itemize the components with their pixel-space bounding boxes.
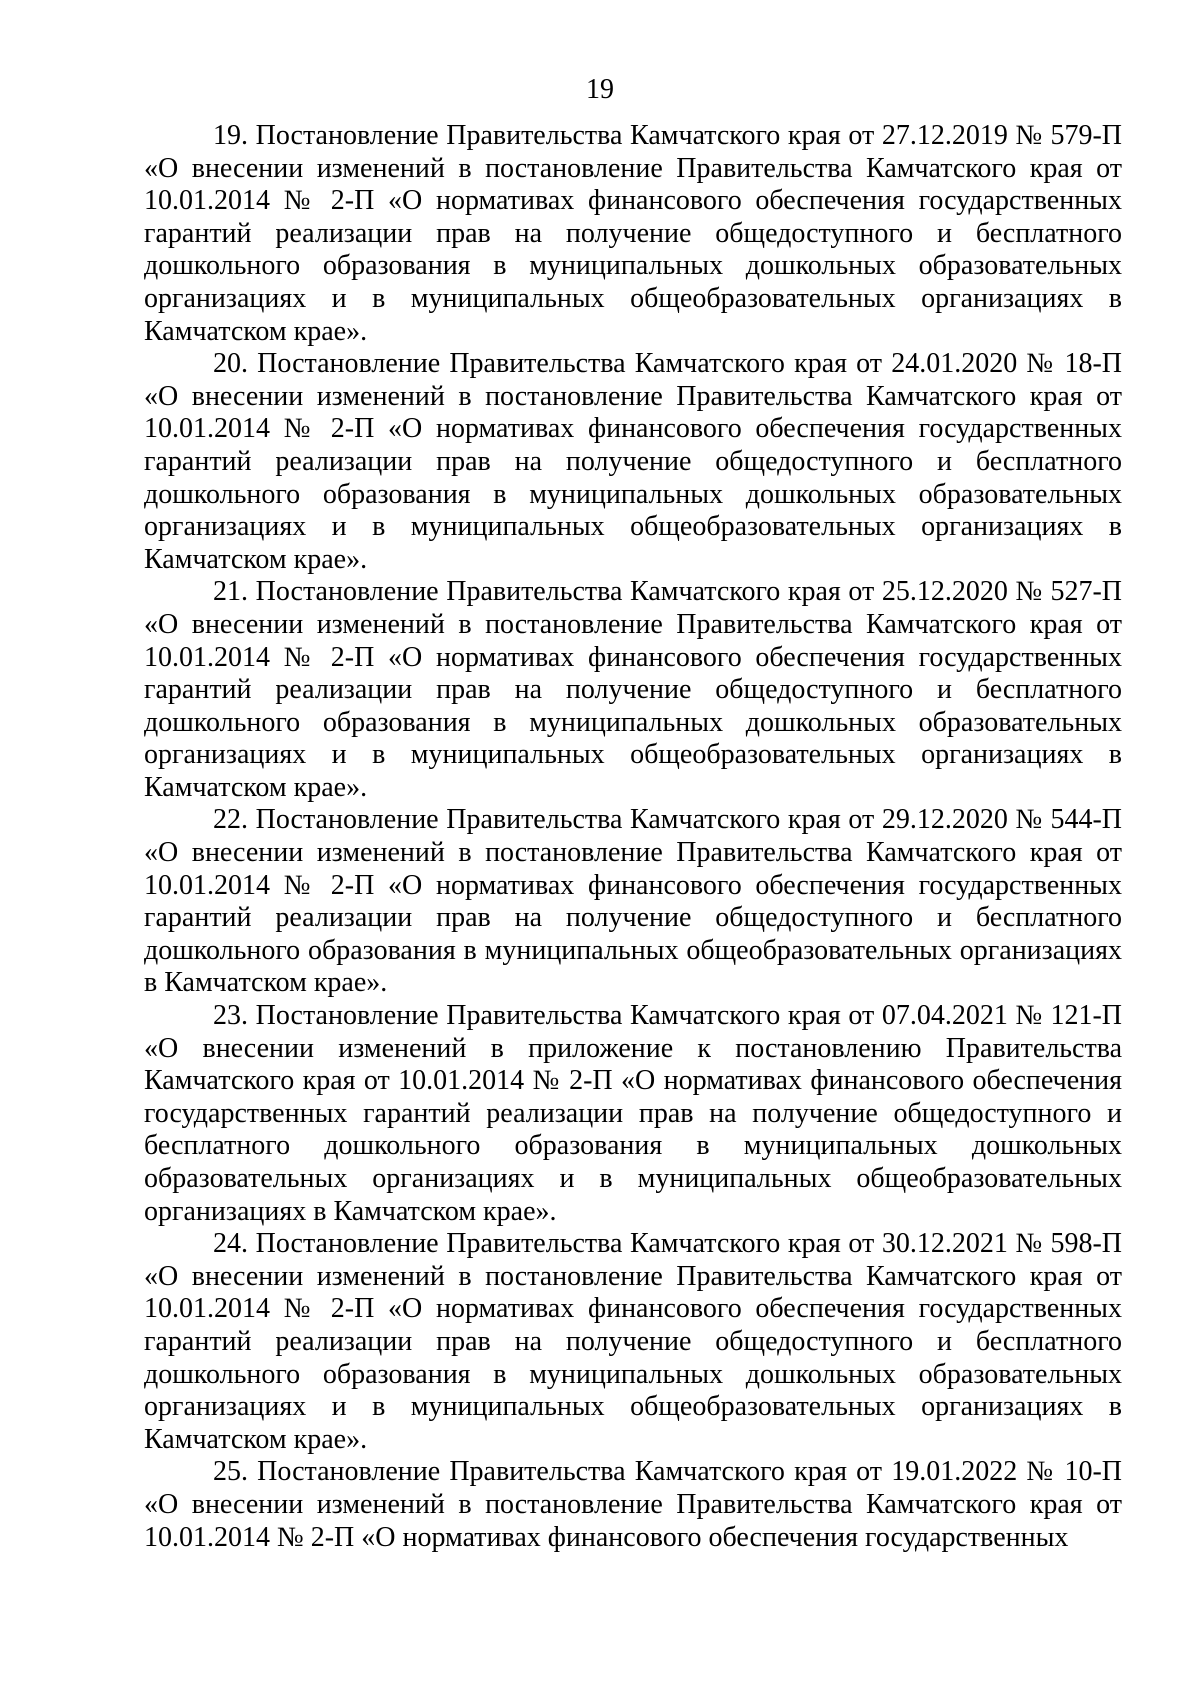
- page-number: 19: [586, 74, 614, 105]
- list-item: 25. Постановление Правительства Камчатского края от 19.01.2022 № 10-П «О внесении изменений в постановление Правительства Камчатского края от 10.01.2014 № 2-П «О нормативах финансового обеспечения государственных: [144, 1456, 1122, 1553]
- list-item: 20. Постановление Правительства Камчатского края от 24.01.2020 № 18-П «О внесении изменений в постановление Правительства Камчатского края от 10.01.2014 № 2-П «О нормативах финансового обеспечения государственных гарантий реализации прав на получение общедоступного и бесплатного дошкольного образования в муниципальных дошкольных образовательных организациях и в муниципальных общеобразовательных организациях в Камчатском крае».: [144, 348, 1122, 575]
- list-item: 19. Постановление Правительства Камчатского края от 27.12.2019 № 579-П «О внесении изменений в постановление Правительства Камчатского края от 10.01.2014 № 2-П «О нормативах финансового обеспечения государственных гарантий реализации прав на получение общедоступного и бесплатного дошкольного образования в муниципальных дошкольных образовательных организациях и в муниципальных общеобразовательных организациях в Камчатском крае».: [144, 120, 1122, 347]
- document-body: [144, 120, 1122, 1554]
- list-item: 24. Постановление Правительства Камчатского края от 30.12.2021 № 598-П «О внесении изменений в постановление Правительства Камчатского края от 10.01.2014 № 2-П «О нормативах финансового обеспечения государственных гарантий реализации прав на получение общедоступного и бесплатного дошкольного образования в муниципальных дошкольных образовательных организациях и в муниципальных общеобразовательных организациях в Камчатском крае».: [144, 1228, 1122, 1455]
- list-item: 21. Постановление Правительства Камчатского края от 25.12.2020 № 527-П «О внесении изменений в постановление Правительства Камчатского края от 10.01.2014 № 2-П «О нормативах финансового обеспечения государственных гарантий реализации прав на получение общедоступного и бесплатного дошкольного образования в муниципальных дошкольных образовательных организациях и в муниципальных общеобразовательных организациях в Камчатском крае».: [144, 576, 1122, 803]
- list-item: 23. Постановление Правительства Камчатского края от 07.04.2021 № 121-П «О внесении изменений в приложение к постановлению Правительства Камчатского края от 10.01.2014 № 2-П «О нормативах финансового обеспечения государственных гарантий реализации прав на получение общедоступного и бесплатного дошкольного образования в муниципальных дошкольных образовательных организациях и в муниципальных общеобразовательных организациях в Камчатском крае».: [144, 1000, 1122, 1227]
- list-item: 22. Постановление Правительства Камчатского края от 29.12.2020 № 544-П «О внесении изменений в постановление Правительства Камчатского края от 10.01.2014 № 2-П «О нормативах финансового обеспечения государственных гарантий реализации прав на получение общедоступного и бесплатного дошкольного образования в муниципальных общеобразовательных организациях в Камчатском крае».: [144, 804, 1122, 999]
